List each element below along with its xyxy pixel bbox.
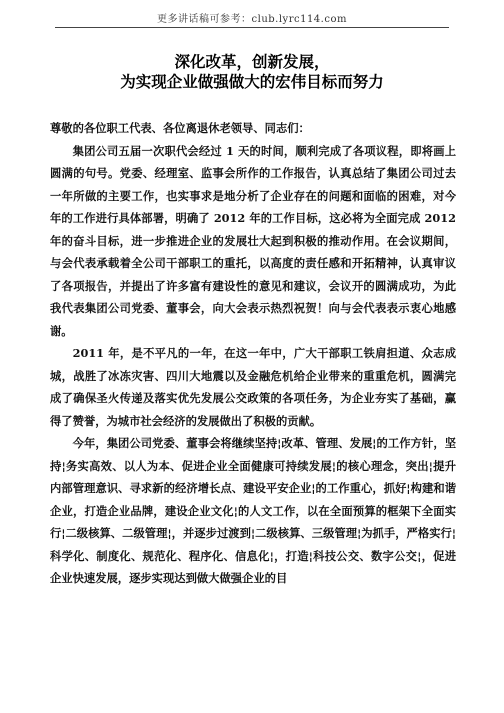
title-line-2: 为实现企业做强做大的宏伟目标而努力 (120, 73, 384, 91)
body-paragraph-3: 今年，集团公司党委、董事会将继续坚持¦改革、管理、发展¦的工作方针，坚持¦务实高效、以人为本、促进企业全面健康可持续发展¦的核心理念，突出¦提升内部管理意识、寻求新的经济增长点、建设平安企业¦的工作重心，抓好¦构建和谐企业，打造企业品牌，建设企业文化¦的人文工作，以在全面预算的框架下全面实行¦二级核算、二级管理¦，并逐步过渡到¦二级核算、三级管理¦为抓手，严格实行¦科学化、制度化、规范化、程序化、信息化¦，打造¦科技公交、数字公交¦，促进企业快速发展，逐步实现达到做大做强企业的目 (50, 436, 456, 585)
header-link-text[interactable]: 更多讲话稿可参考：club.lyrc114.com (157, 14, 347, 25)
body-paragraph-1: 集团公司五届一次职代会经过 1 天的时间，顺利完成了各项议程，即将画上圆满的句号。党委、经理室、监事会所作的工作报告，认真总结了集团公司过去一年所做的主要工作，也实事求是地分析了企业存在的问题和面临的困难，对今年的工作进行具体部署，明确了 2012 年的工作目标，这必将为全面完成 2012 年的奋斗目标，进一步推进企业的发展壮大起到积极的推动作用。在会议期间，与会代表承载着全公司干部职工的重托，以高度的责任感和开拓精神，认真审议了各项报告，并提出了许多富有建设性的意见和建议，会议开的圆满成功，为此我代表集团公司党委、董事会，向大会表示热烈祝贺！向与会代表表示衷心地感谢。 (50, 143, 456, 338)
salutation: 尊敬的各位职工代表、各位离退休老领导、同志们： (50, 121, 310, 135)
document-body (50, 117, 456, 590)
body-paragraph-2: 2011 年，是不平凡的一年，在这一年中，广大干部职工铁肩担道、众志成城，战胜了冰冻灾害、四川大地震以及金融危机给企业带来的重重危机，圆满完成了确保圣火传递及落实优先发展公交政策的各项任务，为企业夯实了基础，赢得了赞誉，为城市社会经济的发展做出了积极的贡献。 (50, 346, 456, 428)
title-line-1: 深化改革，创新发展， (174, 53, 330, 71)
header-divider (55, 27, 449, 28)
document-title (0, 52, 504, 92)
